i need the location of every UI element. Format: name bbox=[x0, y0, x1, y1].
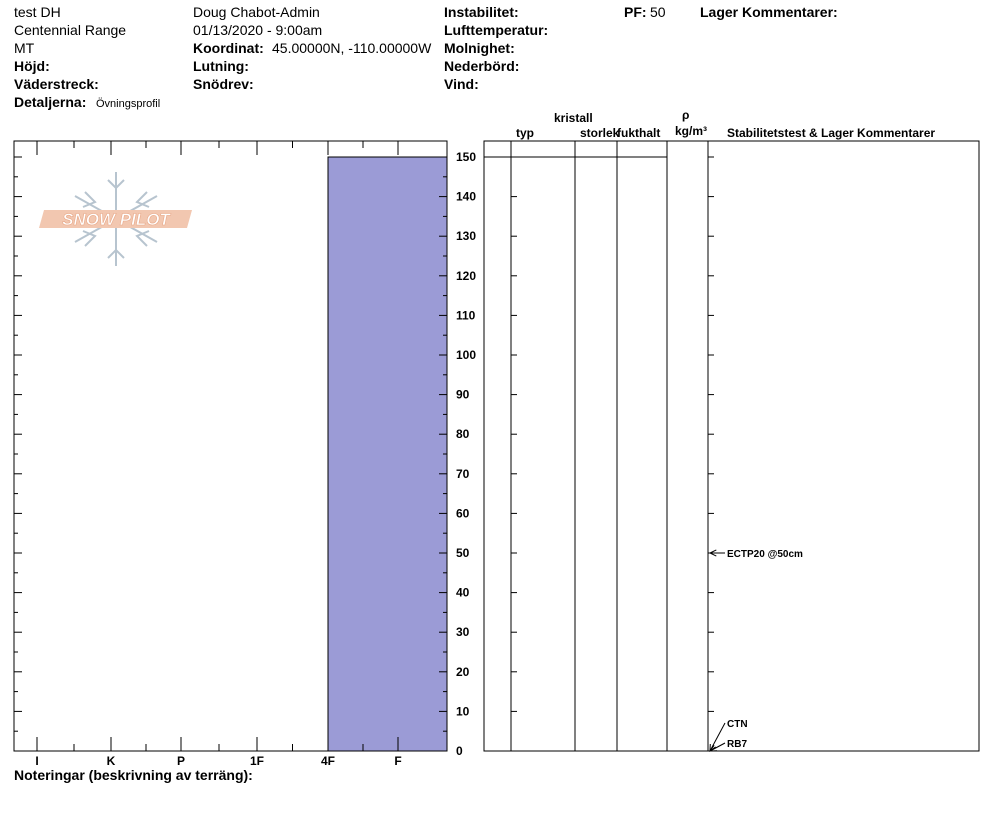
elevation-label: Höjd: bbox=[14, 58, 50, 74]
header-typ: typ bbox=[516, 126, 534, 140]
stability-test-label: CTN bbox=[727, 719, 748, 730]
header-fukthalt: fukthalt bbox=[617, 126, 661, 140]
station-name: test DH bbox=[14, 4, 61, 20]
sky-label: Molnighet: bbox=[444, 40, 515, 56]
snowpilot-logo bbox=[39, 172, 192, 266]
hardness-layer-bar bbox=[328, 157, 447, 751]
hardness-tick-label: P bbox=[176, 754, 186, 768]
coordinate-label: Koordinat: bbox=[193, 40, 264, 56]
depth-tick-label: 100 bbox=[456, 348, 477, 362]
precip-label: Nederbörd: bbox=[444, 58, 520, 74]
hardness-tick-label: F bbox=[394, 754, 402, 768]
header-density-unit: kg/m³ bbox=[675, 124, 708, 138]
header-stability: Stabilitetstest & Lager Kommentarer bbox=[727, 126, 936, 140]
depth-tick-label: 50 bbox=[456, 546, 470, 560]
header-kristall: kristall bbox=[554, 111, 593, 125]
depth-tick-label: 60 bbox=[456, 506, 470, 521]
depth-tick-label: 150 bbox=[456, 150, 477, 164]
depth-tick-label: 70 bbox=[456, 466, 470, 481]
depth-tick-label: 0 bbox=[456, 744, 463, 758]
hardness-tick-label: I bbox=[35, 754, 39, 768]
depth-tick-label: 20 bbox=[456, 664, 470, 679]
state-name: MT bbox=[14, 40, 35, 56]
stability-test-label: RB7 bbox=[727, 739, 748, 750]
depth-tick-label: 130 bbox=[456, 229, 477, 244]
observer-name: Doug Chabot-Admin bbox=[193, 4, 320, 20]
layer-comments-label: Lager Kommentarer: bbox=[700, 4, 838, 20]
slope-label: Lutning: bbox=[193, 58, 249, 74]
depth-tick-label: 110 bbox=[456, 308, 476, 323]
depth-tick-label: 90 bbox=[456, 387, 470, 402]
details-value: Övningsprofil bbox=[96, 98, 161, 110]
notes-label: Noteringar (beskrivning av terräng): bbox=[14, 767, 253, 783]
hardness-tick-label: K bbox=[106, 754, 116, 768]
depth-tick-label: 30 bbox=[456, 625, 470, 640]
pf-value: 50 bbox=[650, 4, 666, 20]
depth-tick-label: 80 bbox=[456, 427, 470, 442]
hardness-tick-label: 1F bbox=[249, 754, 265, 768]
hardness-tick-label: 4F bbox=[320, 754, 336, 768]
header-rho: ρ bbox=[682, 108, 690, 122]
logo-text: SNOW PILOT bbox=[62, 210, 170, 229]
pf-label: PF: bbox=[624, 4, 647, 20]
details-label: Detaljerna: bbox=[14, 94, 87, 110]
instability-label: Instabilitet: bbox=[444, 4, 519, 20]
drift-label: Snödrev: bbox=[193, 76, 254, 92]
depth-tick-label: 140 bbox=[456, 189, 477, 204]
header-storlek: storlek bbox=[580, 126, 620, 140]
wind-label: Vind: bbox=[444, 76, 479, 92]
depth-tick-label: 10 bbox=[456, 704, 470, 719]
coordinate-value: 45.00000N, -110.00000W bbox=[272, 40, 432, 56]
observation-datetime: 01/13/2020 - 9:00am bbox=[193, 22, 323, 38]
aspect-label: Väderstreck: bbox=[14, 76, 99, 92]
depth-tick-label: 120 bbox=[456, 268, 477, 283]
depth-tick-label: 40 bbox=[456, 585, 470, 600]
layer-table-frame bbox=[484, 141, 979, 751]
stability-test-label: ECTP20 @50cm bbox=[727, 549, 803, 560]
air-temp-label: Lufttemperatur: bbox=[444, 22, 549, 38]
range-name: Centennial Range bbox=[14, 22, 127, 38]
